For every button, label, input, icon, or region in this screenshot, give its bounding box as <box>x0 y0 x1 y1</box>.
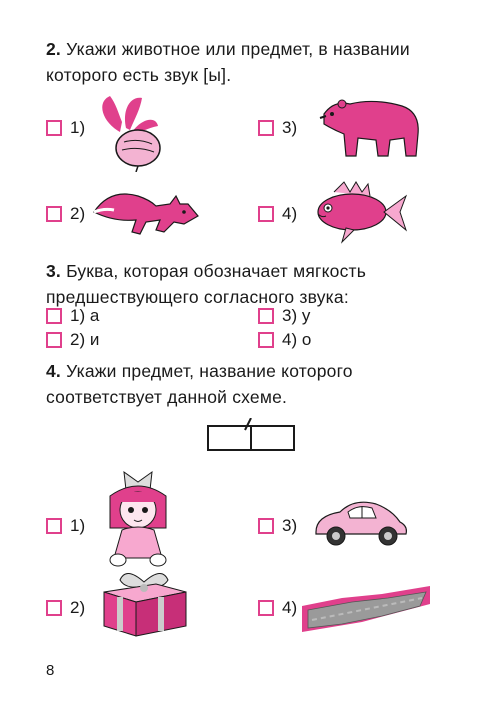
road-icon <box>302 586 430 634</box>
question-text: Укажи животное или предмет, в названии которого есть звук [ы]. <box>46 39 410 85</box>
q4-option-2[interactable] <box>46 598 85 618</box>
q2-option-3[interactable] <box>258 118 297 138</box>
question-number: 2. <box>46 39 61 59</box>
checkbox[interactable] <box>258 308 274 324</box>
question-3 <box>46 258 466 310</box>
checkbox[interactable] <box>258 120 274 136</box>
checkbox[interactable] <box>46 600 62 616</box>
option-label: 2) <box>70 598 86 617</box>
question-2 <box>46 36 466 88</box>
checkbox[interactable] <box>46 332 62 348</box>
fox-icon <box>90 182 202 242</box>
q3-option-4[interactable] <box>258 330 311 350</box>
option-label: 2) <box>70 204 86 223</box>
question-number: 3. <box>46 261 61 281</box>
option-label: 3) <box>282 516 298 535</box>
q4-option-4[interactable] <box>258 598 297 618</box>
q3-option-2[interactable] <box>46 330 99 350</box>
option-label: 4) <box>282 204 298 223</box>
checkbox[interactable] <box>258 600 274 616</box>
checkbox[interactable] <box>258 332 274 348</box>
checkbox[interactable] <box>46 308 62 324</box>
q2-option-4[interactable] <box>258 204 297 224</box>
option-label: 3) <box>282 118 298 137</box>
doll-icon <box>100 466 176 568</box>
option-label: 1) <box>70 118 86 137</box>
q4-option-3[interactable] <box>258 516 297 536</box>
q3-option-3[interactable] <box>258 306 310 326</box>
beet-icon <box>92 92 174 172</box>
fish-icon <box>310 180 410 246</box>
gift-box-icon <box>96 568 192 638</box>
checkbox[interactable] <box>258 518 274 534</box>
question-4 <box>46 358 466 410</box>
q2-option-1[interactable] <box>46 118 85 138</box>
question-text: Укажи предмет, название которого соответствует данной схеме. <box>46 361 353 407</box>
option-label: 2) и <box>70 330 100 349</box>
q2-option-2[interactable] <box>46 204 85 224</box>
option-label: 4) <box>282 598 298 617</box>
option-label: 1) <box>70 516 86 535</box>
bear-icon <box>314 94 426 162</box>
car-icon <box>310 496 410 548</box>
option-label: 3) у <box>282 306 311 325</box>
option-label: 1) а <box>70 306 100 325</box>
question-number: 4. <box>46 361 61 381</box>
checkbox[interactable] <box>46 206 62 222</box>
checkbox[interactable] <box>258 206 274 222</box>
word-scheme <box>207 418 297 454</box>
question-text: Буква, которая обозначает мягкость предшествующего согласного звука: <box>46 261 367 307</box>
page-number: 8 <box>46 662 55 679</box>
q3-option-1[interactable] <box>46 306 99 326</box>
option-label: 4) о <box>282 330 312 349</box>
q4-option-1[interactable] <box>46 516 85 536</box>
checkbox[interactable] <box>46 518 62 534</box>
checkbox[interactable] <box>46 120 62 136</box>
